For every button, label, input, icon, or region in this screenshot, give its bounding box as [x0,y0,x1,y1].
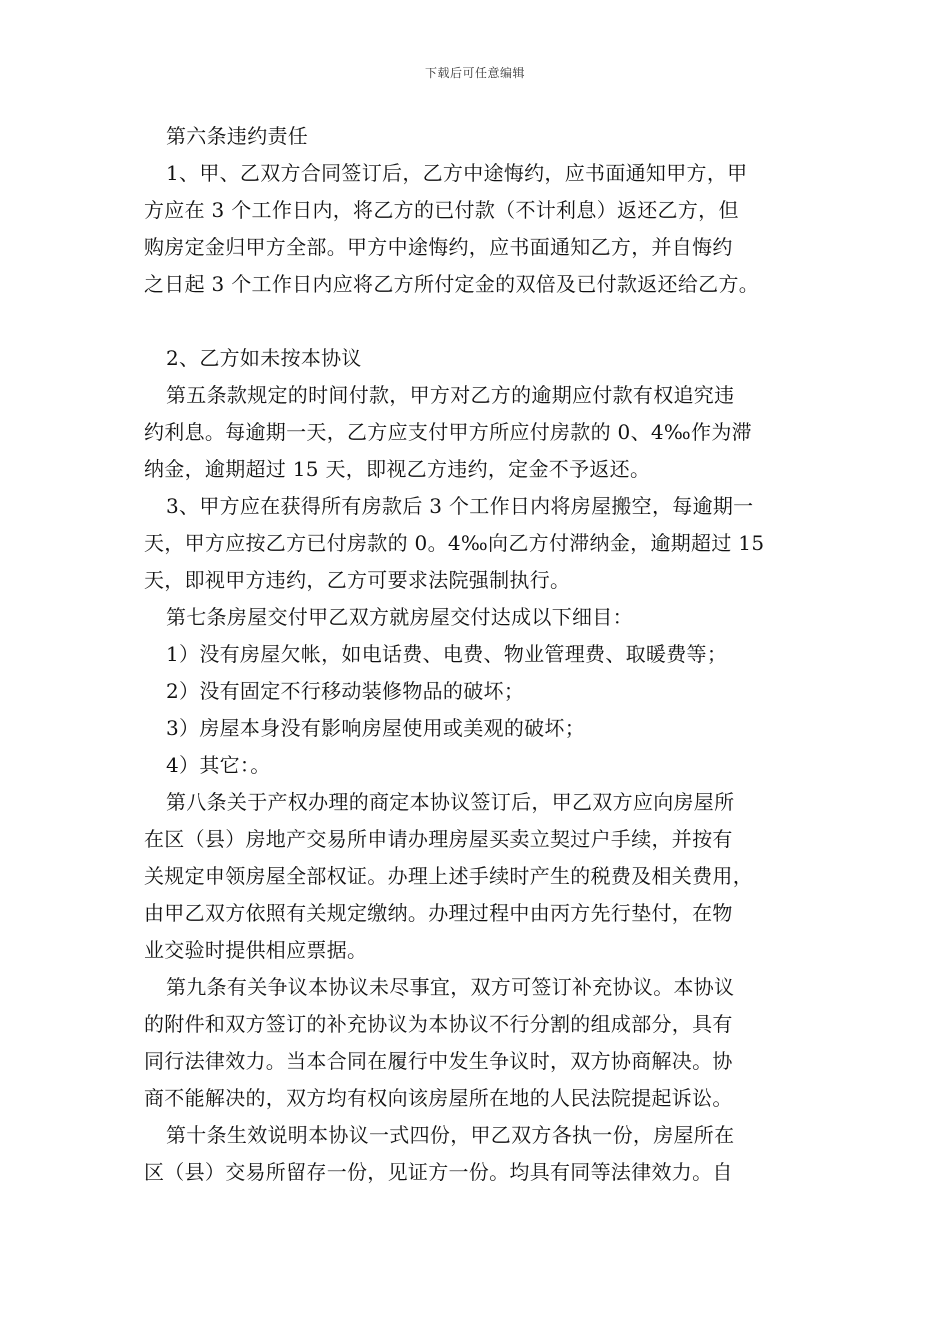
document-body [144,118,812,1191]
paragraph-line: 2、乙方如未按本协议 [166,346,362,370]
article-7-heading: 第七条房屋交付甲乙双方就房屋交付达成以下细目： [166,605,633,629]
list-item: 3）房屋本身没有影响房屋使用或美观的破坏； [166,716,586,740]
paragraph-line: 业交验时提供相应票据。 [144,938,368,962]
paragraph-line: 3、甲方应在获得所有房款后 3 个工作日内将房屋搬空，每逾期一 [166,494,754,518]
paragraph-line: 关规定申领房屋全部权证。办理上述手续时产生的税费及相关费用， [144,864,753,888]
paragraph-line: 方应在 3 个工作日内，将乙方的已付款（不计利息）返还乙方，但 [144,198,739,222]
list-item: 2）没有固定不行移动装修物品的破坏； [166,679,525,703]
article-6-heading: 第六条违约责任 [166,124,309,148]
article-9-heading: 第九条有关争议本协议未尽事宜，双方可签订补充协议。本协议 [166,975,735,999]
paragraph-line: 的附件和双方签订的补充协议为本协议不行分割的组成部分，具有 [144,1012,733,1036]
paragraph-line: 1、甲、乙双方合同签订后，乙方中途悔约，应书面通知甲方，甲 [166,161,748,185]
paragraph-line: 天，即视甲方违约，乙方可要求法院强制执行。 [144,568,571,592]
blank-line [144,303,812,340]
paragraph-line: 纳金，逾期超过 15 天，即视乙方违约，定金不予返还。 [144,457,651,481]
paragraph-line: 区（县）交易所留存一份，见证方一份。均具有同等法律效力。自 [144,1160,733,1184]
list-item: 4）其它：。 [166,753,271,777]
paragraph-line: 第五条款规定的时间付款，甲方对乙方的逾期应付款有权追究违 [166,383,735,407]
paragraph-line: 同行法律效力。当本合同在履行中发生争议时，双方协商解决。协 [144,1049,733,1073]
paragraph-line: 在区（县）房地产交易所申请办理房屋买卖立契过户手续，并按有 [144,827,733,851]
paragraph-line: 商不能解决的，双方均有权向该房屋所在地的人民法院提起诉讼。 [144,1086,733,1110]
article-8-heading: 第八条关于产权办理的商定本协议签订后，甲乙双方应向房屋所 [166,790,735,814]
page-header: 下载后可任意编辑 [424,66,525,80]
paragraph-line: 由甲乙双方依照有关规定缴纳。办理过程中由丙方先行垫付，在物 [144,901,733,925]
paragraph-line: 购房定金归甲方全部。甲方中途悔约，应书面通知乙方，并自悔约 [144,235,733,259]
paragraph-line: 之日起 3 个工作日内应将乙方所付定金的双倍及已付款返还给乙方。 [144,272,760,296]
article-10-heading: 第十条生效说明本协议一式四份，甲乙双方各执一份，房屋所在 [166,1123,735,1147]
paragraph-line: 天，甲方应按乙方已付房款的 0。4‰向乙方付滞纳金，逾期超过 15 [144,531,765,555]
list-item: 1）没有房屋欠帐，如电话费、电费、物业管理费、取暖费等； [166,642,728,666]
paragraph-line: 约利息。每逾期一天，乙方应支付甲方所应付房款的 0、4‰作为滞 [144,420,752,444]
